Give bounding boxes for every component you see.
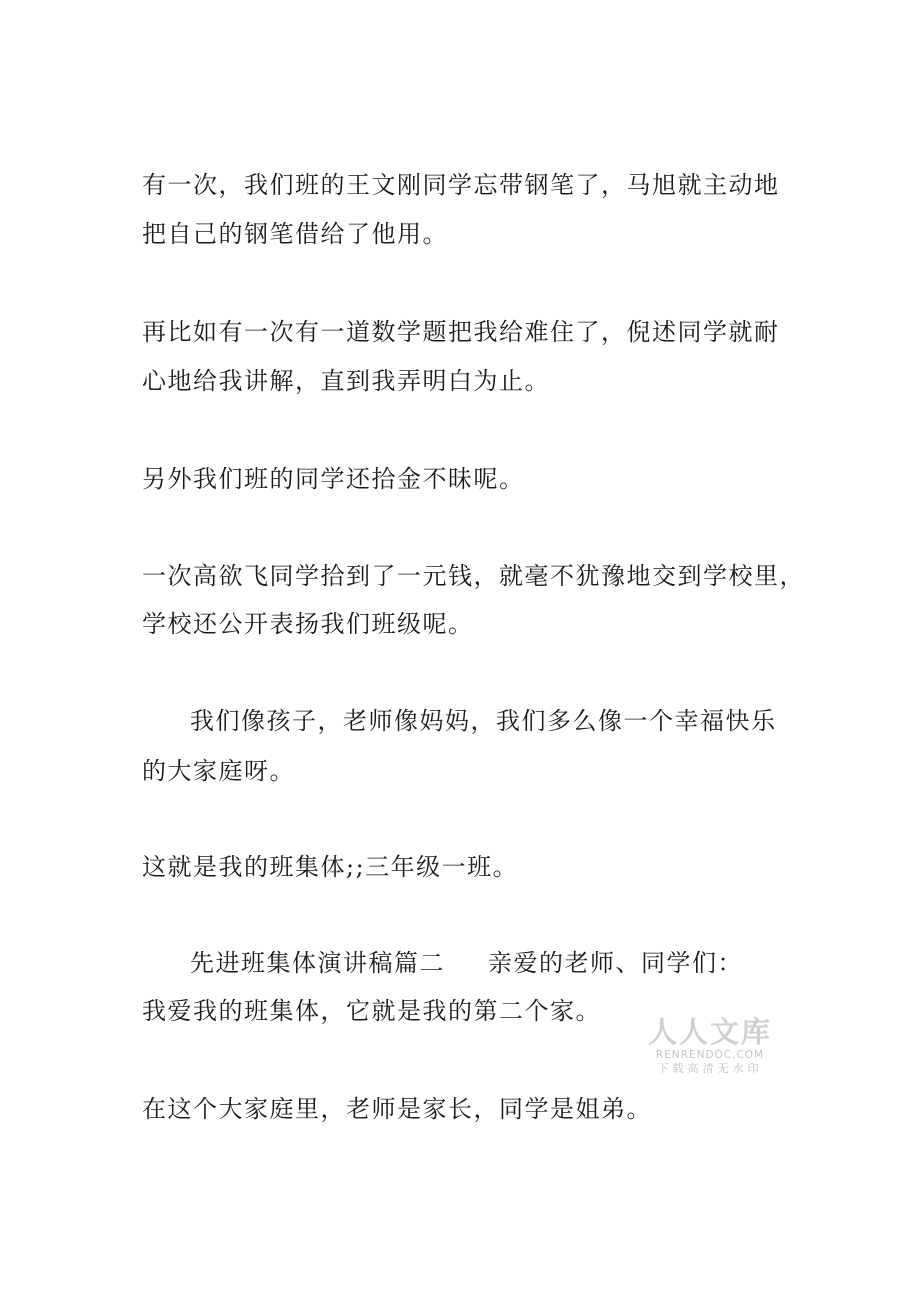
- section-heading: 先进班集体演讲稿篇二: [190, 949, 445, 977]
- paragraph-line: 另外我们班的同学还拾金不昧呢。: [142, 465, 525, 493]
- salutation: 亲爱的老师、同学们：: [488, 949, 743, 977]
- watermark-domain: RENRENDOC.COM: [655, 1049, 765, 1061]
- watermark-title: 人人文库: [647, 1015, 772, 1049]
- paragraph-line: 的大家庭呀。: [142, 757, 295, 785]
- watermark-logo: [646, 1016, 774, 1076]
- paragraph-line: 在这个大家庭里，老师是家长，同学是姐弟。: [142, 1095, 652, 1123]
- paragraph-line: 这就是我的班集体;;三年级一班。: [142, 853, 519, 881]
- watermark-tagline: 下载高清无水印: [657, 1062, 763, 1075]
- paragraph-line: 我爱我的班集体，它就是我的第二个家。: [142, 997, 601, 1025]
- paragraph-line: 再比如有一次有一道数学题把我给难住了，倪述同学就耐: [142, 318, 780, 346]
- paragraph-line: 一次高欲飞同学拾到了一元钱，就毫不犹豫地交到学校里，: [142, 562, 805, 590]
- paragraph-line: 学校还公开表扬我们班级呢。: [142, 610, 474, 638]
- paragraph-line: 心地给我讲解，直到我弄明白为止。: [142, 367, 550, 395]
- paragraph-line: 我们像孩子，老师像妈妈，我们多么像一个幸福快乐: [190, 707, 777, 735]
- paragraph-line: 有一次，我们班的王文刚同学忘带钢笔了，马旭就主动地: [142, 171, 780, 199]
- paragraph-line: 把自己的钢笔借给了他用。: [142, 220, 448, 248]
